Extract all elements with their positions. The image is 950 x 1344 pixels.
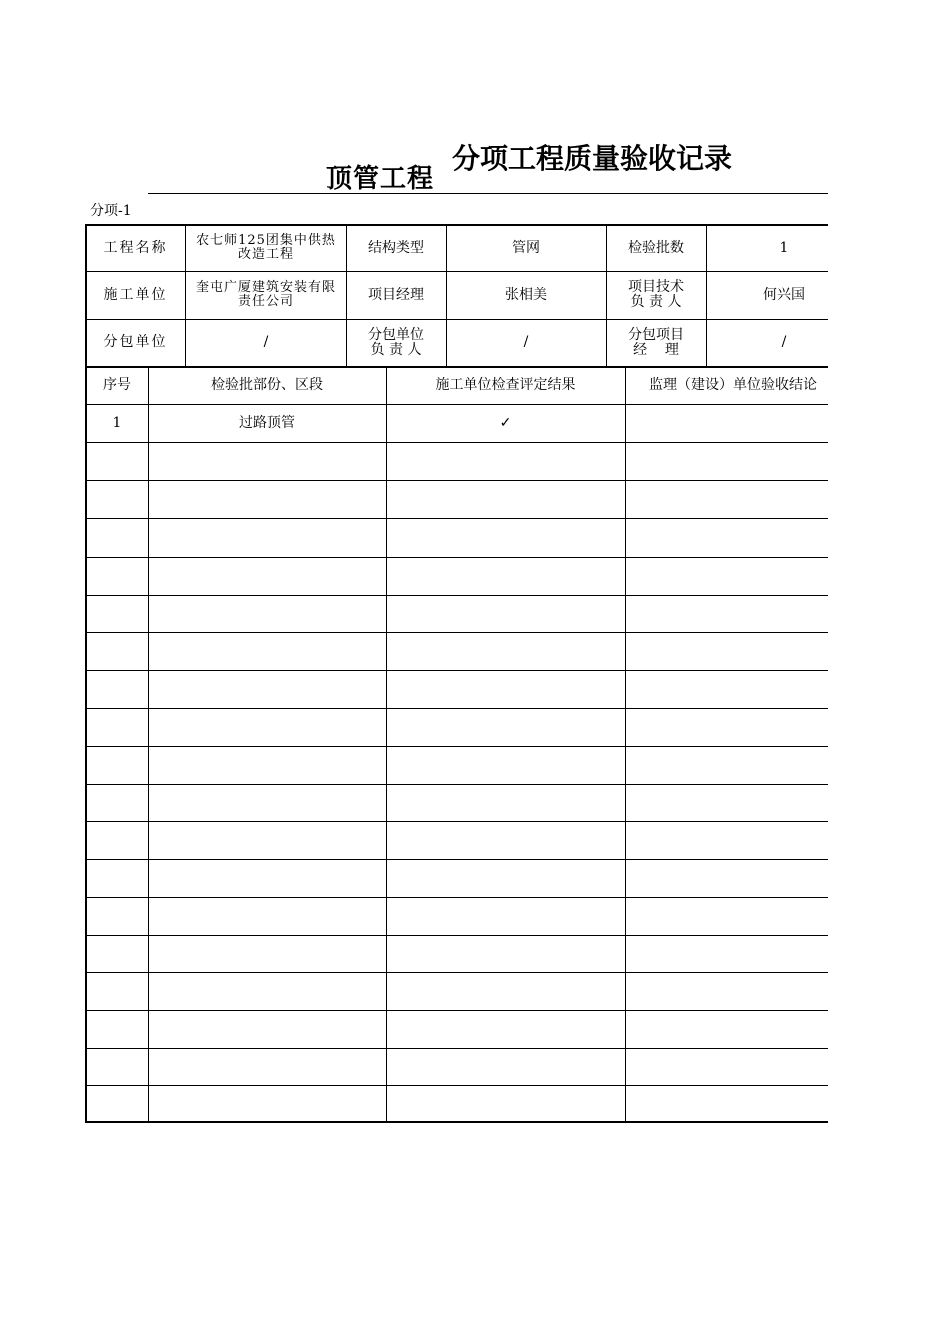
grid-line-h xyxy=(85,972,828,973)
grid-line-v xyxy=(446,224,447,367)
grid-line-h xyxy=(85,557,828,558)
row1-section: 过路顶管 xyxy=(239,414,295,431)
row1-conclusion xyxy=(625,404,828,442)
structure-type-label: 结构类型 xyxy=(368,239,424,256)
project-manager-label: 项目经理 xyxy=(368,286,424,303)
grid-line-h xyxy=(85,319,828,320)
project-name-label: 工程名称 xyxy=(103,239,168,256)
grid-line-h xyxy=(85,897,828,898)
header-conclusion: 监理（建设）单位验收结论 xyxy=(649,376,817,393)
sub-lead-label xyxy=(346,319,446,366)
tech-lead-value: 何兴国 xyxy=(763,286,805,303)
grid-line-v xyxy=(706,224,707,367)
grid-line-h xyxy=(85,670,828,671)
tech-lead-label xyxy=(606,271,706,319)
sub-manager-label-line1: 分包项目 xyxy=(628,326,684,343)
grid-line-h xyxy=(85,1048,828,1049)
tech-lead-label-line2: 负 责 人 xyxy=(630,294,682,310)
grid-line-h xyxy=(85,1085,828,1086)
sub-lead-value: / xyxy=(523,334,529,350)
subcontractor-label: 分包单位 xyxy=(103,334,168,350)
grid-line-v xyxy=(625,366,626,1123)
grid-line-h xyxy=(85,784,828,785)
header-section: 检验批部份、区段 xyxy=(211,376,323,393)
grid-line-h xyxy=(85,518,828,519)
grid-line-left xyxy=(85,224,87,1123)
grid-line-h xyxy=(85,632,828,633)
grid-line-h xyxy=(85,935,828,936)
grid-line-h xyxy=(85,442,828,443)
subcontractor-value: / xyxy=(263,334,269,350)
page-title: 分项工程质量验收记录 xyxy=(452,142,733,175)
grid-line-v xyxy=(346,224,347,367)
grid-line-v xyxy=(606,224,607,367)
construction-unit-label: 施工单位 xyxy=(103,286,168,303)
grid-line-h xyxy=(85,708,828,709)
grid-line-h xyxy=(85,595,828,596)
project-manager-value: 张相美 xyxy=(505,286,547,303)
grid-line-v xyxy=(386,366,387,1123)
grid-line-v xyxy=(185,224,186,367)
grid-line-h xyxy=(85,821,828,822)
batch-count-label: 检验批数 xyxy=(628,239,684,256)
sub-manager-value: / xyxy=(781,334,787,350)
grid-line-h xyxy=(85,404,828,405)
row1-result-check: ✓ xyxy=(499,414,512,431)
grid-line-h xyxy=(85,859,828,860)
grid-line-section xyxy=(85,366,828,368)
subtitle: 顶管工程 xyxy=(326,164,435,194)
grid-line-bottom xyxy=(85,1121,828,1123)
sub-lead-label-line2: 负 责 人 xyxy=(370,341,422,358)
header-result: 施工单位检查评定结果 xyxy=(435,376,576,393)
structure-type-value: 管网 xyxy=(512,239,540,256)
sub-manager-label-line2: 经 理 xyxy=(633,341,679,358)
batch-count-value: 1 xyxy=(779,239,789,256)
title-underline xyxy=(148,193,828,194)
row1-seq: 1 xyxy=(112,414,122,431)
grid-line-h xyxy=(85,746,828,747)
header-seq: 序号 xyxy=(103,376,131,393)
grid-line-h xyxy=(85,480,828,481)
construction-unit-value: 奎屯广厦建筑安装有限责任公司 xyxy=(195,280,336,309)
project-name-value: 农七师125团集中供热改造工程 xyxy=(196,233,336,262)
tech-lead-label-line1: 项目技术 xyxy=(628,279,684,295)
sub-lead-label-line1: 分包单位 xyxy=(368,326,424,343)
grid-line-h xyxy=(85,1010,828,1011)
grid-line-top xyxy=(85,224,828,226)
sub-manager-label xyxy=(606,319,706,366)
grid-line-v xyxy=(148,366,149,1123)
grid-line-h xyxy=(85,271,828,272)
form-code: 分项-1 xyxy=(90,203,132,219)
